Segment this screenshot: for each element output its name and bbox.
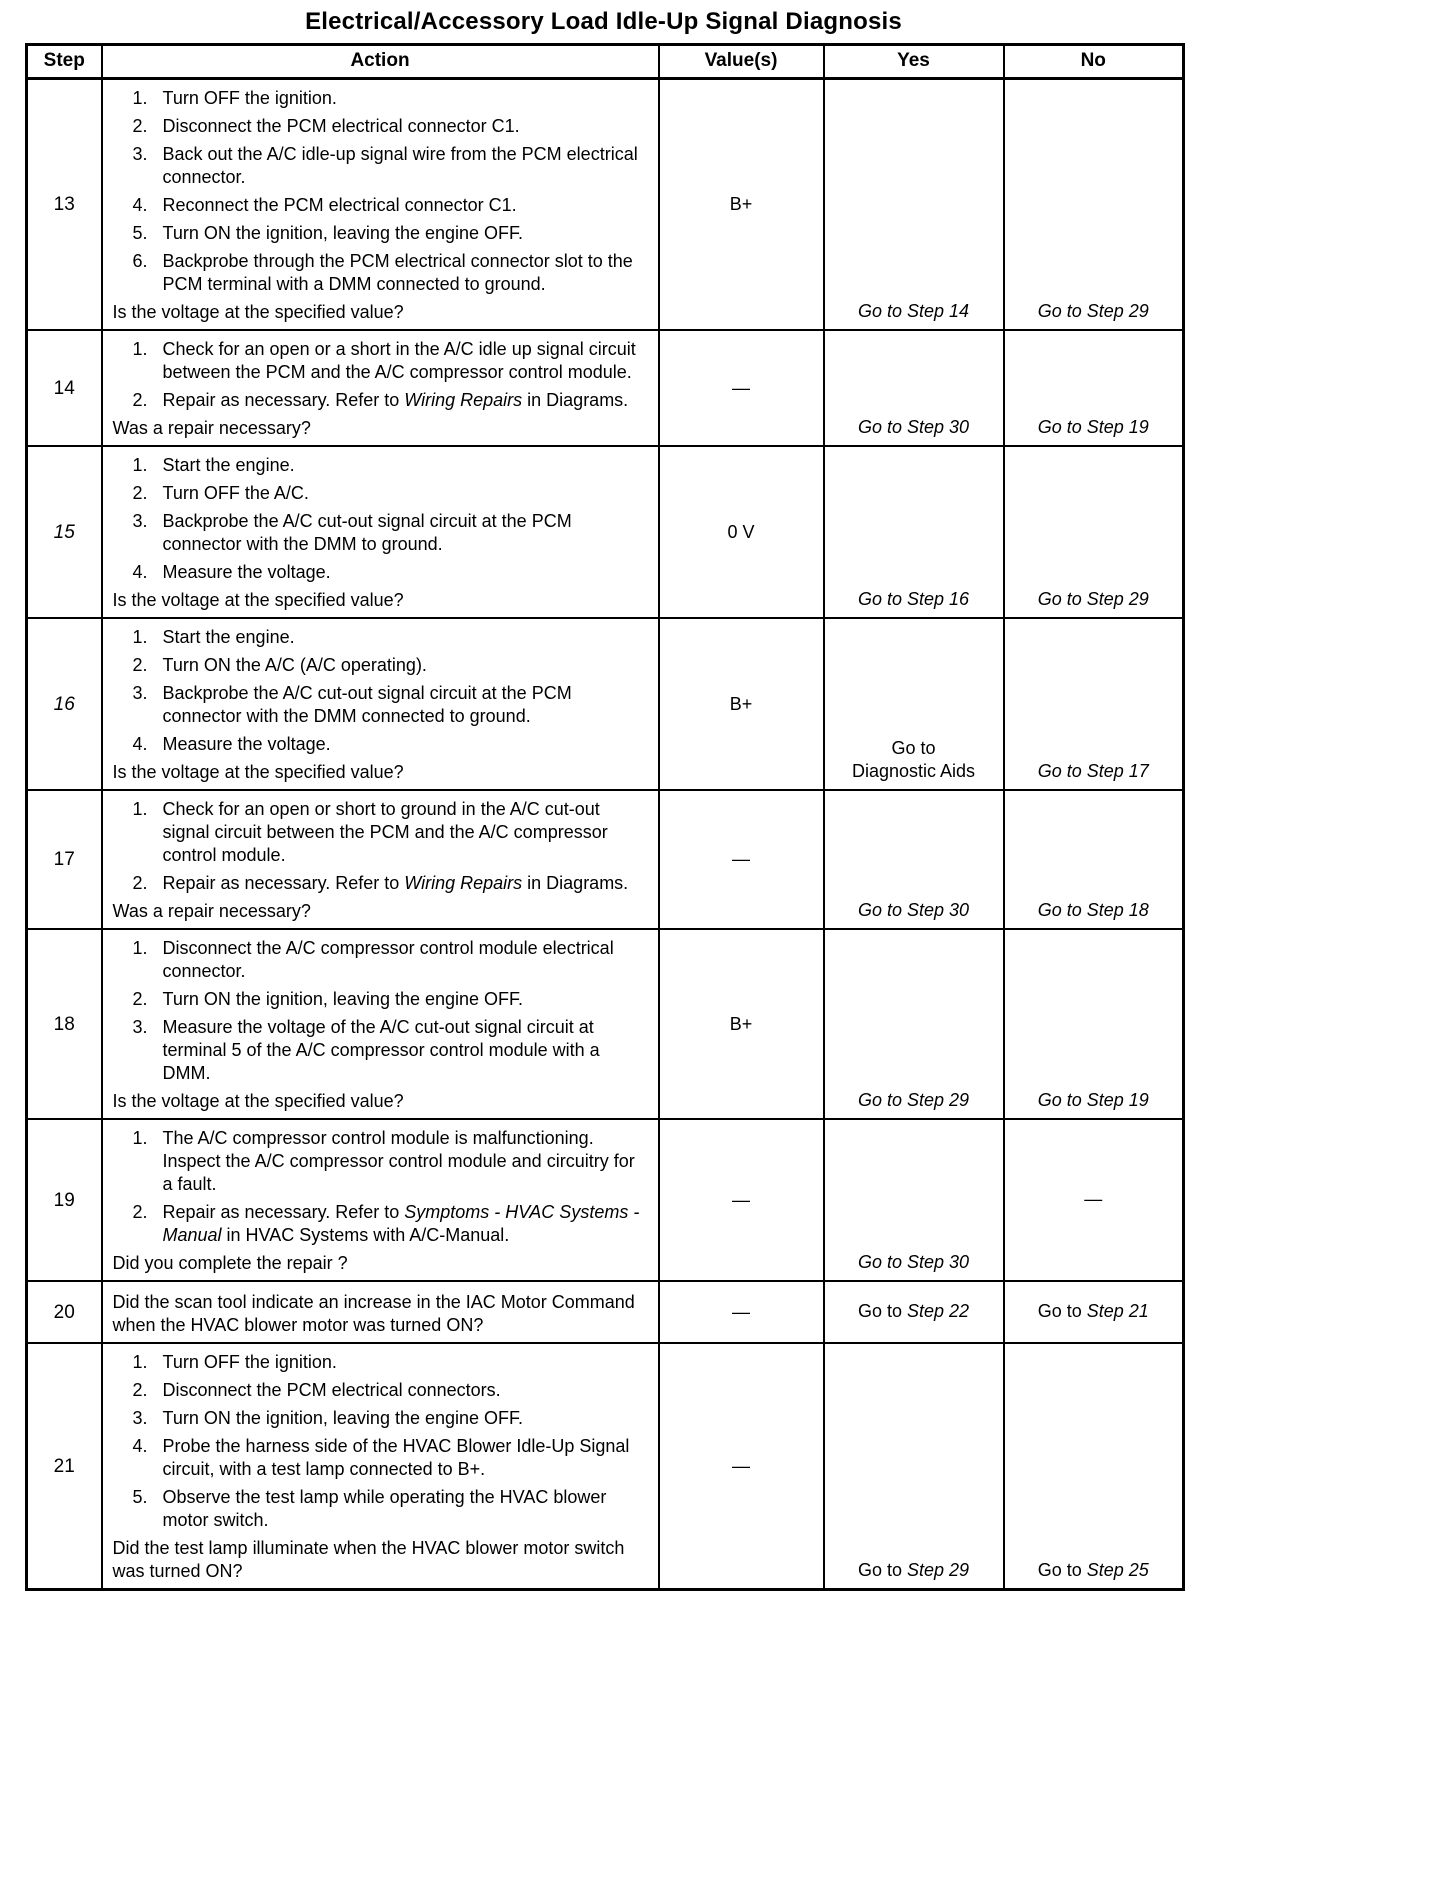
text-segment: Wiring Repairs (404, 390, 523, 410)
item-number: 6. (132, 251, 148, 271)
question-text: Did you complete the repair ? (112, 1253, 348, 1273)
action-item (133, 798, 650, 867)
text-segment: Backprobe the A/C cut-out signal circuit at the PCM connector with the DMM connected to ground. (162, 683, 572, 726)
item-number: 2. (132, 873, 148, 893)
table-row (27, 1119, 1184, 1281)
action-item (133, 338, 650, 384)
table-row (27, 618, 1184, 790)
item-text (163, 1351, 650, 1374)
item-text (163, 654, 650, 677)
item-text (163, 561, 650, 584)
item-number: 1. (132, 799, 148, 819)
yes-cell (824, 79, 1004, 331)
text-segment: Start the engine. (162, 627, 295, 647)
action-item (133, 194, 650, 217)
item-number: 4. (132, 195, 148, 215)
table-row (27, 446, 1184, 618)
text-segment: Disconnect the A/C compressor control module electrical connector. (162, 938, 614, 981)
action-item (133, 389, 650, 412)
item-text (163, 454, 650, 477)
text-segment: Go to (857, 1300, 907, 1321)
text-segment: Repair as necessary. Refer to (162, 390, 405, 410)
no-cell (1004, 790, 1184, 929)
question-text: Was a repair necessary? (112, 901, 311, 921)
no-cell (1004, 1119, 1184, 1281)
text-segment: Go to Step 19 (1037, 1090, 1149, 1110)
item-number: 2. (132, 1202, 148, 1222)
text-segment: Turn ON the ignition, leaving the engine OFF. (162, 989, 524, 1009)
action-item (133, 561, 650, 584)
item-text (163, 1407, 650, 1430)
table-row (27, 790, 1184, 929)
item-text (163, 482, 650, 505)
item-text (163, 1435, 650, 1481)
text-segment: Go to (891, 738, 936, 758)
item-number: 1. (132, 1128, 148, 1148)
no-cell (1004, 79, 1184, 331)
item-text (163, 937, 650, 983)
page-title: Electrical/Accessory Load Idle-Up Signal Diagnosis (305, 8, 902, 35)
item-number: 1. (132, 455, 148, 475)
step-number: 21 (27, 1343, 102, 1590)
item-text (163, 389, 650, 412)
action-item (133, 937, 650, 983)
action-item (133, 872, 650, 895)
no-cell (1004, 1343, 1184, 1590)
item-text (163, 626, 650, 649)
action-item (133, 222, 650, 245)
text-segment: Go to Step 30 (857, 1252, 970, 1272)
item-text (163, 1379, 650, 1402)
item-number: 1. (132, 627, 148, 647)
text-segment: Turn ON the ignition, leaving the engine OFF. (162, 1408, 524, 1428)
action-item (133, 143, 650, 189)
question-text: Is the voltage at the specified value? (112, 1091, 404, 1111)
question-text: Is the voltage at the specified value? (112, 762, 404, 782)
action-cell (102, 330, 659, 446)
no-cell (1004, 1281, 1184, 1343)
action-item (133, 510, 650, 556)
text-segment: Step 29 (906, 1560, 970, 1580)
action-item (133, 1435, 650, 1481)
yes-cell (824, 790, 1004, 929)
item-number: 3. (132, 144, 148, 164)
action-cell (102, 1119, 659, 1281)
item-text (163, 194, 650, 217)
yes-cell (824, 929, 1004, 1119)
item-text (163, 1127, 650, 1196)
item-text (163, 1016, 650, 1085)
table-row (27, 929, 1184, 1119)
text-segment: Turn ON the A/C (A/C operating). (162, 655, 427, 675)
text-segment: Go to (1037, 1300, 1087, 1321)
no-text (1009, 300, 1179, 323)
item-text (163, 682, 650, 728)
action-item (133, 1201, 650, 1247)
text-segment: in Diagrams. (522, 390, 629, 410)
value-cell: B+ (659, 79, 824, 331)
text-segment: Back out the A/C idle-up signal wire from the PCM electrical connector. (162, 144, 638, 187)
text-segment: Turn ON the ignition, leaving the engine OFF. (162, 223, 524, 243)
item-number: 3. (132, 1408, 148, 1428)
item-number: 3. (132, 683, 148, 703)
column-header-step: Step (27, 45, 102, 79)
item-text (163, 222, 650, 245)
item-text (163, 510, 650, 556)
step-number: 13 (27, 79, 102, 331)
item-text (163, 872, 650, 895)
diagnosis-table (25, 43, 1185, 1591)
table-row (27, 330, 1184, 446)
step-number: 20 (27, 1281, 102, 1343)
action-cell (102, 618, 659, 790)
step-number: 15 (27, 446, 102, 618)
yes-text (829, 300, 999, 323)
yes-text (829, 737, 999, 783)
text-segment: Turn OFF the ignition. (162, 88, 337, 108)
action-item (133, 87, 650, 110)
no-text (1009, 416, 1179, 439)
item-number: 2. (132, 116, 148, 136)
value-cell: B+ (659, 618, 824, 790)
action-item (133, 1407, 650, 1430)
item-number: 2. (132, 1380, 148, 1400)
yes-text (829, 1089, 999, 1112)
question-text: Is the voltage at the specified value? (112, 302, 404, 322)
yes-cell (824, 1281, 1004, 1343)
question-text: Did the scan tool indicate an increase in the IAC Motor Command when the HVAC blower motor was turned ON? (112, 1292, 635, 1335)
item-text (163, 988, 650, 1011)
table-row (27, 1343, 1184, 1590)
item-text (163, 1486, 650, 1532)
text-segment: Disconnect the PCM electrical connector C1. (162, 116, 520, 136)
no-text (1009, 1089, 1179, 1112)
text-segment: Wiring Repairs (404, 873, 523, 893)
text-segment: in Diagrams. (522, 873, 629, 893)
yes-cell (824, 1343, 1004, 1590)
text-segment: Start the engine. (162, 455, 295, 475)
item-text (163, 143, 650, 189)
question-text: Is the voltage at the specified value? (112, 590, 404, 610)
no-text (1009, 1559, 1179, 1582)
yes-cell (824, 618, 1004, 790)
text-segment: Repair as necessary. Refer to (162, 1202, 405, 1222)
action-item (133, 626, 650, 649)
item-text (163, 115, 650, 138)
header-row (27, 45, 1184, 79)
action-cell (102, 1281, 659, 1343)
action-cell (102, 1343, 659, 1590)
text-segment: Step 22 (906, 1300, 970, 1321)
text-segment: Go to Step 29 (1037, 589, 1149, 609)
no-cell (1004, 929, 1184, 1119)
no-cell (1004, 446, 1184, 618)
no-text (1009, 1188, 1179, 1211)
text-segment: Go to Step 18 (1037, 900, 1149, 920)
item-text (163, 338, 650, 384)
item-number: 2. (132, 483, 148, 503)
item-number: 1. (132, 1352, 148, 1372)
question-text: Was a repair necessary? (112, 418, 311, 438)
item-number: 1. (132, 339, 148, 359)
text-segment: Turn OFF the ignition. (162, 1352, 337, 1372)
item-number: 3. (132, 511, 148, 531)
no-text (1009, 899, 1179, 922)
yes-cell (824, 1119, 1004, 1281)
question-text: Did the test lamp illuminate when the HVAC blower motor switch was turned ON? (112, 1538, 625, 1581)
item-number: 5. (132, 223, 148, 243)
text-segment: Measure the voltage of the A/C cut-out signal circuit at terminal 5 of the A/C compressor control module with a DMM. (162, 1017, 600, 1083)
item-number: 1. (132, 938, 148, 958)
text-segment: — (1084, 1188, 1103, 1209)
yes-text (829, 1251, 999, 1274)
step-number: 18 (27, 929, 102, 1119)
table-row (27, 1281, 1184, 1343)
action-cell (102, 79, 659, 331)
item-number: 1. (132, 88, 148, 108)
yes-text (829, 588, 999, 611)
value-cell: — (659, 1281, 824, 1343)
value-cell: 0 V (659, 446, 824, 618)
item-text (163, 1201, 650, 1247)
text-segment: Go to Step 30 (857, 417, 970, 437)
step-number: 16 (27, 618, 102, 790)
yes-text (829, 1559, 999, 1582)
text-segment: Go to Step 17 (1037, 761, 1149, 781)
action-item (133, 1127, 650, 1196)
action-item (133, 250, 650, 296)
column-header-values: Value(s) (659, 45, 824, 79)
text-segment: The A/C compressor control module is malfunctioning. Inspect the A/C compressor control module and circuitry for a fault. (162, 1128, 635, 1194)
text-segment: Go to (1037, 1560, 1087, 1580)
text-segment: Go to Step 14 (857, 301, 970, 321)
column-header-action: Action (102, 45, 659, 79)
value-cell: — (659, 1119, 824, 1281)
item-number: 5. (132, 1487, 148, 1507)
yes-text (829, 416, 999, 439)
text-segment: Go to Step 29 (1037, 301, 1149, 321)
no-text (1009, 1300, 1179, 1323)
text-segment: Reconnect the PCM electrical connector C1. (162, 195, 517, 215)
text-segment: Observe the test lamp while operating the HVAC blower motor switch. (162, 1487, 607, 1530)
step-number: 19 (27, 1119, 102, 1281)
action-item (133, 454, 650, 477)
text-segment: Go to (857, 1560, 907, 1580)
value-cell: B+ (659, 929, 824, 1119)
yes-text (829, 1300, 999, 1323)
yes-text (829, 899, 999, 922)
text-segment: Measure the voltage. (162, 562, 331, 582)
text-segment: Symptoms - HVAC Systems - Manual (162, 1202, 640, 1245)
no-text (1009, 760, 1179, 783)
action-item (133, 733, 650, 756)
text-segment: Disconnect the PCM electrical connectors. (162, 1380, 501, 1400)
item-number: 2. (132, 989, 148, 1009)
action-item (133, 682, 650, 728)
item-number: 4. (132, 1436, 148, 1456)
text-segment: Go to Step 29 (857, 1090, 970, 1110)
yes-cell (824, 330, 1004, 446)
step-number: 17 (27, 790, 102, 929)
value-cell: — (659, 1343, 824, 1590)
value-cell: — (659, 330, 824, 446)
action-cell (102, 929, 659, 1119)
action-item (133, 1486, 650, 1532)
no-cell (1004, 618, 1184, 790)
text-segment: Go to Step 30 (857, 900, 970, 920)
text-segment: Diagnostic Aids (851, 761, 976, 781)
no-text (1009, 588, 1179, 611)
item-text (163, 798, 650, 867)
action-cell (102, 446, 659, 618)
text-segment: Repair as necessary. Refer to (162, 873, 405, 893)
value-cell: — (659, 790, 824, 929)
table-row (27, 79, 1184, 331)
text-segment: in HVAC Systems with A/C-Manual. (221, 1225, 510, 1245)
yes-cell (824, 446, 1004, 618)
text-segment: Turn OFF the A/C. (162, 483, 309, 503)
action-item (133, 1379, 650, 1402)
column-header-no: No (1004, 45, 1184, 79)
no-cell (1004, 330, 1184, 446)
item-number: 4. (132, 734, 148, 754)
text-segment: Measure the voltage. (162, 734, 331, 754)
text-segment: Go to Step 19 (1037, 417, 1149, 437)
item-text (163, 733, 650, 756)
item-number: 2. (132, 655, 148, 675)
table-header (27, 45, 1184, 79)
item-number: 2. (132, 390, 148, 410)
text-segment: Backprobe the A/C cut-out signal circuit at the PCM connector with the DMM to ground. (162, 511, 572, 554)
action-cell (102, 790, 659, 929)
action-item (133, 1016, 650, 1085)
diagnosis-table-body (27, 79, 1184, 1590)
text-segment: Step 25 (1086, 1560, 1149, 1580)
text-segment: Step 21 (1086, 1300, 1149, 1321)
text-segment: Probe the harness side of the HVAC Blower Idle-Up Signal circuit, with a test lamp connected to B+. (162, 1436, 630, 1479)
step-number: 14 (27, 330, 102, 446)
action-item (133, 1351, 650, 1374)
action-item (133, 115, 650, 138)
action-item (133, 988, 650, 1011)
text-segment: Check for an open or short to ground in the A/C cut-out signal circuit between the PCM and the A/C compressor control module. (162, 799, 608, 865)
text-segment: Go to Step 16 (857, 589, 970, 609)
column-header-yes: Yes (824, 45, 1004, 79)
text-segment: Check for an open or a short in the A/C idle up signal circuit between the PCM and the A/C compressor control module. (162, 339, 636, 382)
item-number: 3. (132, 1017, 148, 1037)
item-text (163, 87, 650, 110)
action-item (133, 482, 650, 505)
action-item (133, 654, 650, 677)
text-segment: Backprobe through the PCM electrical connector slot to the PCM terminal with a DMM connected to ground. (162, 251, 633, 294)
item-text (163, 250, 650, 296)
item-number: 4. (132, 562, 148, 582)
